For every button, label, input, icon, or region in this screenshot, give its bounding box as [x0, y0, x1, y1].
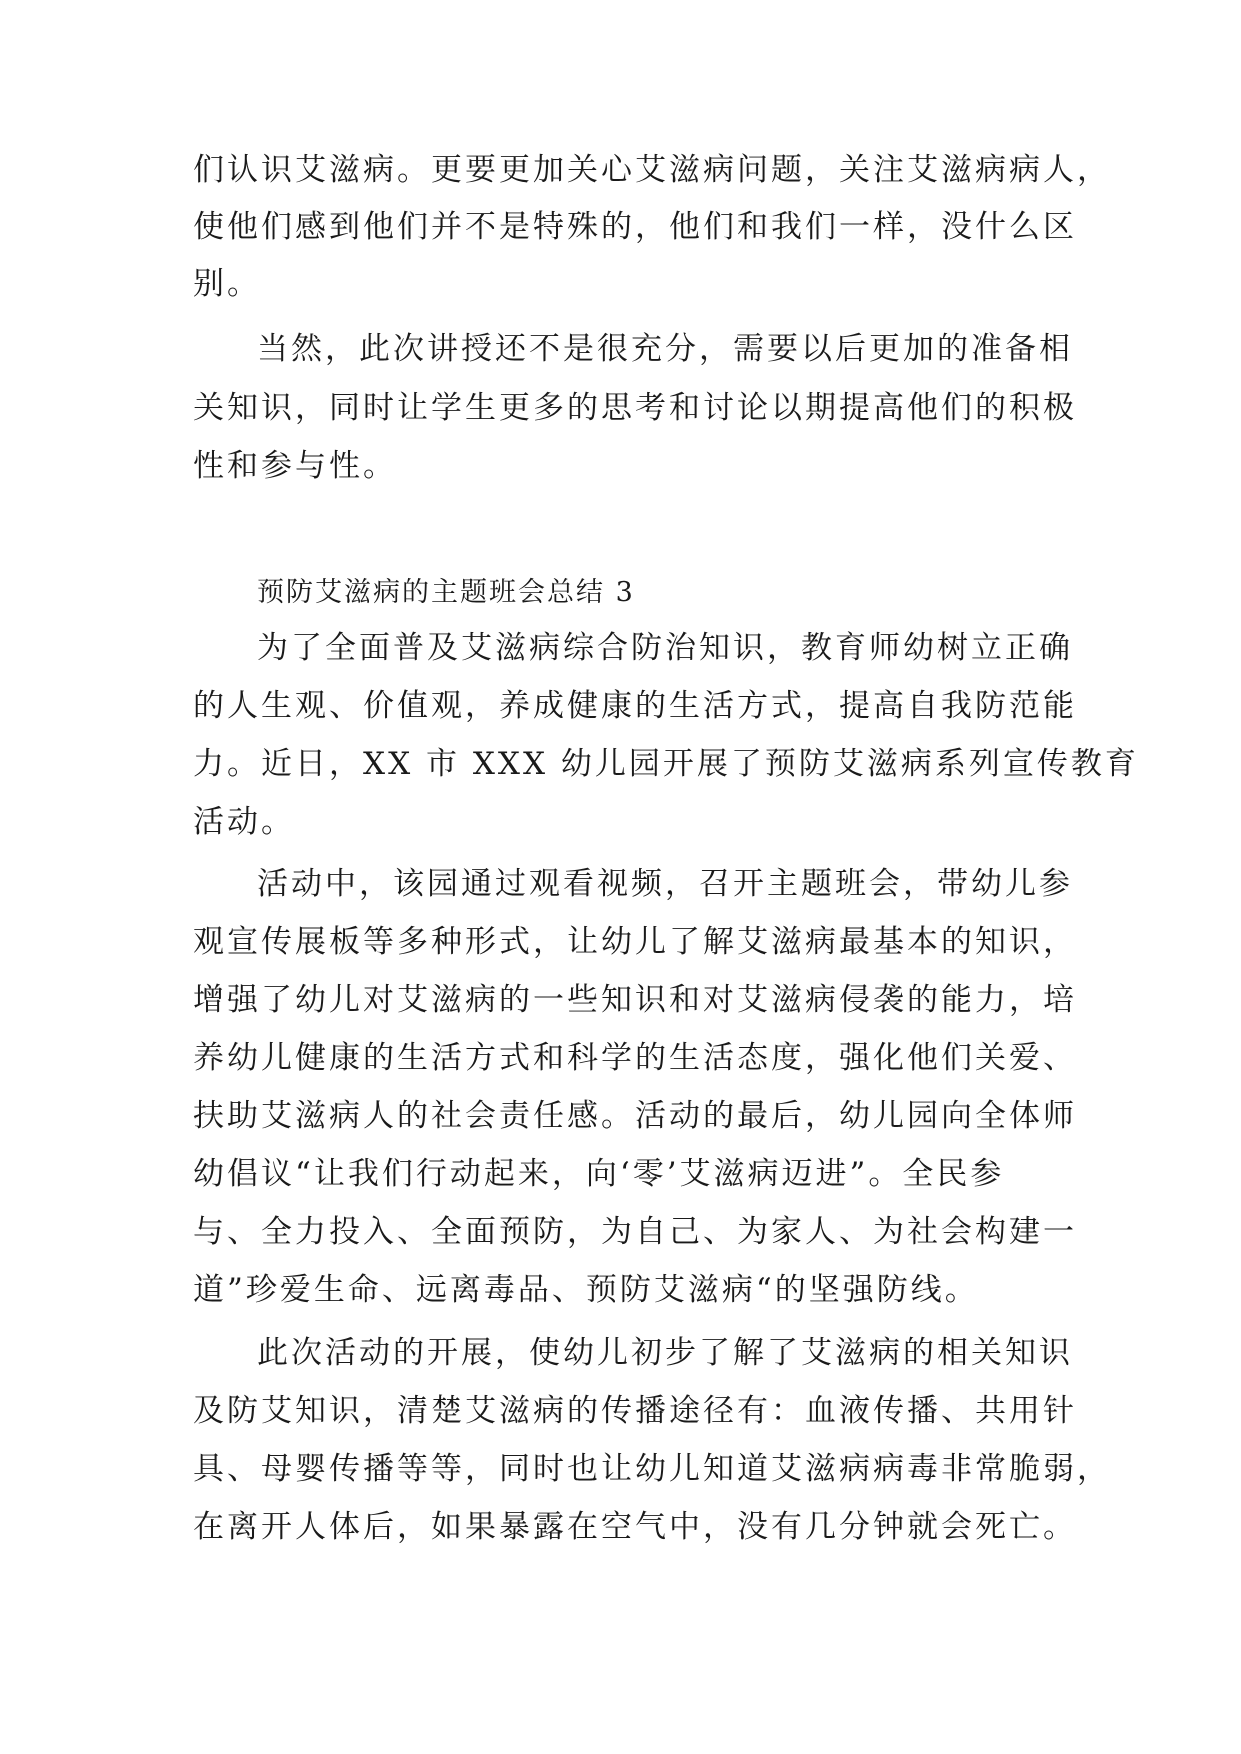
paragraph-1-line-2: 使他们感到他们并不是特殊的，他们和我们一样，没什么区: [193, 209, 1077, 245]
section-heading: 预防艾滋病的主题班会总结 3: [257, 577, 635, 608]
paragraph-5-line-2: 及防艾知识，清楚艾滋病的传播途径有：血液传播、共用针: [193, 1393, 1077, 1429]
paragraph-3-line-3: 力。近日，XX 市 XXX 幼儿园开展了预防艾滋病系列宣传教育: [193, 746, 1139, 782]
paragraph-2-line-1: 当然，此次讲授还不是很充分，需要以后更加的准备相: [257, 331, 1073, 367]
paragraph-3-line-4: 活动。: [193, 804, 295, 840]
paragraph-4-line-4: 养幼儿健康的生活方式和科学的生活态度，强化他们关爱、: [193, 1040, 1077, 1076]
paragraph-5-line-3: 具、母婴传播等等，同时也让幼儿知道艾滋病病毒非常脆弱，: [193, 1451, 1111, 1487]
paragraph-3-line-1: 为了全面普及艾滋病综合防治知识，教育师幼树立正确: [257, 630, 1073, 666]
paragraph-4-line-2: 观宣传展板等多种形式，让幼儿了解艾滋病最基本的知识，: [193, 924, 1077, 960]
paragraph-4-line-3: 增强了幼儿对艾滋病的一些知识和对艾滋病侵袭的能力，培: [193, 982, 1077, 1018]
paragraph-4-line-5: 扶助艾滋病人的社会责任感。活动的最后，幼儿园向全体师: [193, 1098, 1077, 1134]
paragraph-1-line-1: 们认识艾滋病。更要更加关心艾滋病问题，关注艾滋病病人，: [193, 152, 1111, 188]
paragraph-5-line-4: 在离开人体后，如果暴露在空气中，没有几分钟就会死亡。: [193, 1509, 1077, 1545]
paragraph-4-line-8: 道”珍爱生命、远离毒品、预防艾滋病“的坚强防线。: [193, 1272, 979, 1308]
paragraph-4-line-6: 幼倡议“让我们行动起来，向‘零’艾滋病迈进”。全民参: [193, 1156, 1005, 1192]
paragraph-1-line-3: 别。: [193, 266, 261, 302]
paragraph-2-line-2: 关知识，同时让学生更多的思考和讨论以期提高他们的积极: [193, 390, 1077, 426]
paragraph-4-line-1: 活动中，该园通过观看视频，召开主题班会，带幼儿参: [257, 866, 1073, 902]
paragraph-2-line-3: 性和参与性。: [193, 448, 397, 484]
paragraph-3-line-2: 的人生观、价值观，养成健康的生活方式，提高自我防范能: [193, 688, 1077, 724]
paragraph-4-line-7: 与、全力投入、全面预防，为自己、为家人、为社会构建一: [193, 1214, 1077, 1250]
paragraph-5-line-1: 此次活动的开展，使幼儿初步了解了艾滋病的相关知识: [257, 1335, 1073, 1371]
